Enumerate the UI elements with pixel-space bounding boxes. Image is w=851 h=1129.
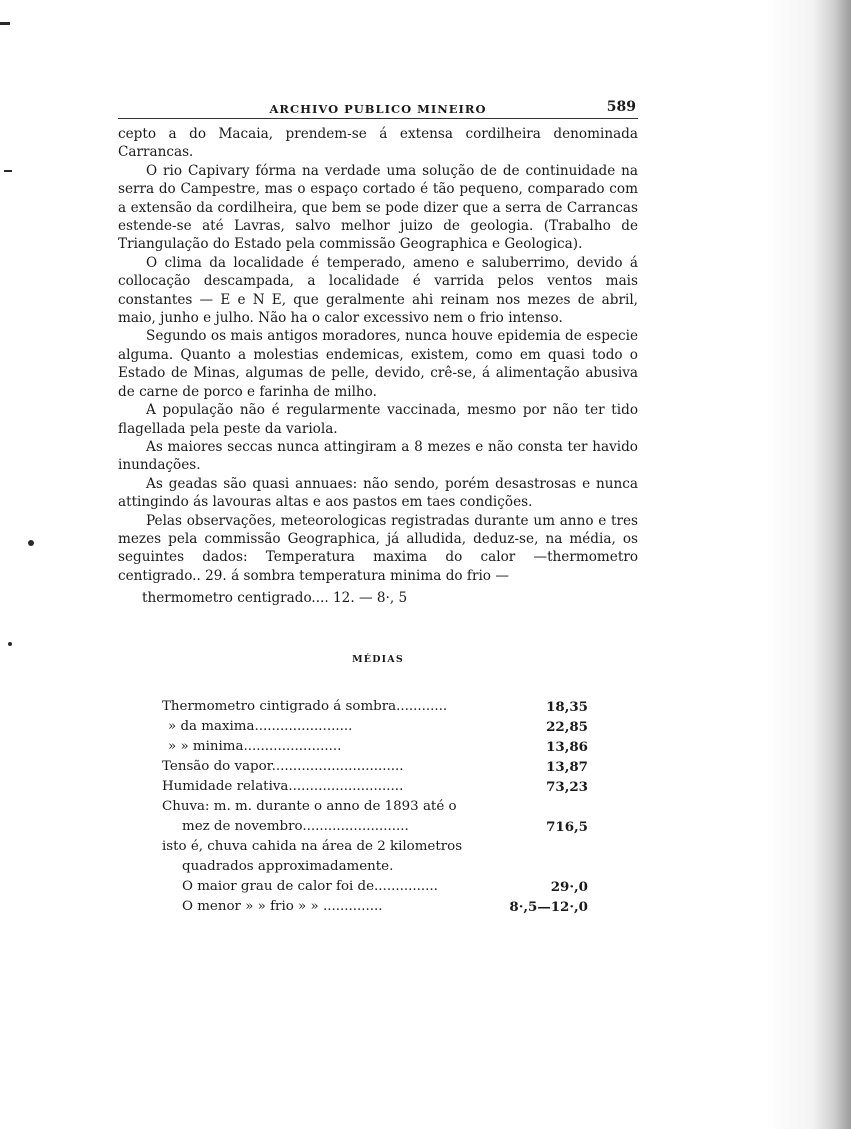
paragraph: As geadas são quasi annuaes: não sendo, porém desastrosas e nunca attingindo ás lavouras altas e aos pastos em taes condições. — [118, 475, 638, 511]
medias-value: 13,87 — [546, 758, 588, 775]
document-page — [118, 96, 638, 917]
medias-row — [162, 697, 588, 717]
medias-value: 18,35 — [546, 698, 588, 715]
medias-value: 8·,5—12·,0 — [509, 898, 588, 915]
medias-row — [162, 877, 588, 897]
medias-label: O maior grau de calor foi de............... — [182, 878, 438, 894]
section-title: MÉDIAS — [352, 653, 404, 665]
paragraph: A população não é regularmente vaccinada, mesmo por não ter tido flagellada pela peste da variola. — [118, 402, 638, 437]
medias-row — [162, 857, 588, 877]
medias-label: Thermometro cintigrado á sombra............ — [162, 698, 448, 714]
paragraph: O clima da localidade é temperado, ameno e saluberrimo, devido á collocação descampada, a localidade é varrida pelos ventos mais constantes — E e N E, que geralmente ahi reinam nos mezes de abril, maio, junho e julho. Não ha o calor excessivo nem o frio intenso. — [118, 254, 638, 327]
medias-label: Chuva: m. m. durante o anno de 1893 até o — [162, 798, 457, 814]
medias-label: isto é, chuva cahida na área de 2 kilometros — [162, 838, 463, 854]
medias-row — [162, 737, 588, 757]
medias-label: O menor » » frio » » .............. — [182, 898, 383, 914]
scan-mark — [4, 170, 12, 172]
medias-label: Tensão do vapor............................... — [162, 758, 404, 774]
medias-label: Humidade relativa........................... — [162, 778, 404, 794]
page-number: 589 — [606, 99, 636, 115]
paragraph: cepto a do Macaia, prendem-se á extensa cordilheira denominada Carrancas. — [118, 126, 638, 161]
paragraph: O rio Capivary fórma na verdade uma solução de de continuidade na serra do Campestre, mas o espaço cortado é tão pequeno, comparado com a extensão da cordilheira, que bem se pode dizer que a serra de Carrancas estende-se até Lavras, salvo melhor juizo de geologia. (Trabalho de Triangulação do Estado pela commissão Geographica e Geologica). — [118, 162, 638, 253]
running-header-title: ARCHIVO PUBLICO MINEIRO — [269, 102, 487, 116]
medias-row — [162, 717, 588, 737]
body-text — [118, 125, 638, 608]
medias-value: 73,23 — [546, 778, 588, 795]
medias-label: » » minima....................... — [168, 738, 342, 754]
medias-row — [162, 797, 588, 817]
scan-page-edge — [766, 0, 851, 1129]
medias-value: 716,5 — [546, 818, 588, 835]
medias-row — [162, 777, 588, 797]
running-header — [118, 96, 638, 119]
medias-label: mez de novembro......................... — [182, 818, 409, 834]
paragraph: Segundo os mais antigos moradores, nunca houve epidemia de especie alguma. Quanto a molestias endemicas, existem, como em quasi todo o Estado de Minas, algumas de pelle, devido, crê-se, á alimentação abusiva de carne de porco e farinha de milho. — [118, 328, 638, 400]
medias-row — [162, 817, 588, 837]
scan-mark — [28, 540, 34, 546]
medias-table — [162, 697, 588, 917]
medias-row — [162, 757, 588, 777]
paragraph: Pelas observações, meteorologicas registradas durante um anno e tres mezes pela commissão Geographica, já alludida, deduz-se, na média, os seguintes dados: Temperatura maxima do calor —thermometro centigrado.. 29. á sombra temperatura minima do frio — — [118, 512, 638, 584]
medias-value: 22,85 — [546, 718, 588, 735]
scan-mark — [8, 642, 12, 646]
medias-value: 13,86 — [546, 738, 588, 755]
medias-row — [162, 837, 588, 857]
medias-label: » da maxima....................... — [168, 718, 353, 734]
medias-value: 29·,0 — [550, 878, 588, 895]
medias-row — [162, 897, 588, 917]
medias-label: quadrados approximadamente. — [182, 858, 394, 874]
scan-mark — [0, 22, 10, 25]
paragraph-tail: thermometro centigrado.... 12. — 8·, 5 — [142, 590, 408, 607]
paragraph: As maiores seccas nunca attingiram a 8 mezes e não consta ter havido inundações. — [118, 438, 638, 474]
